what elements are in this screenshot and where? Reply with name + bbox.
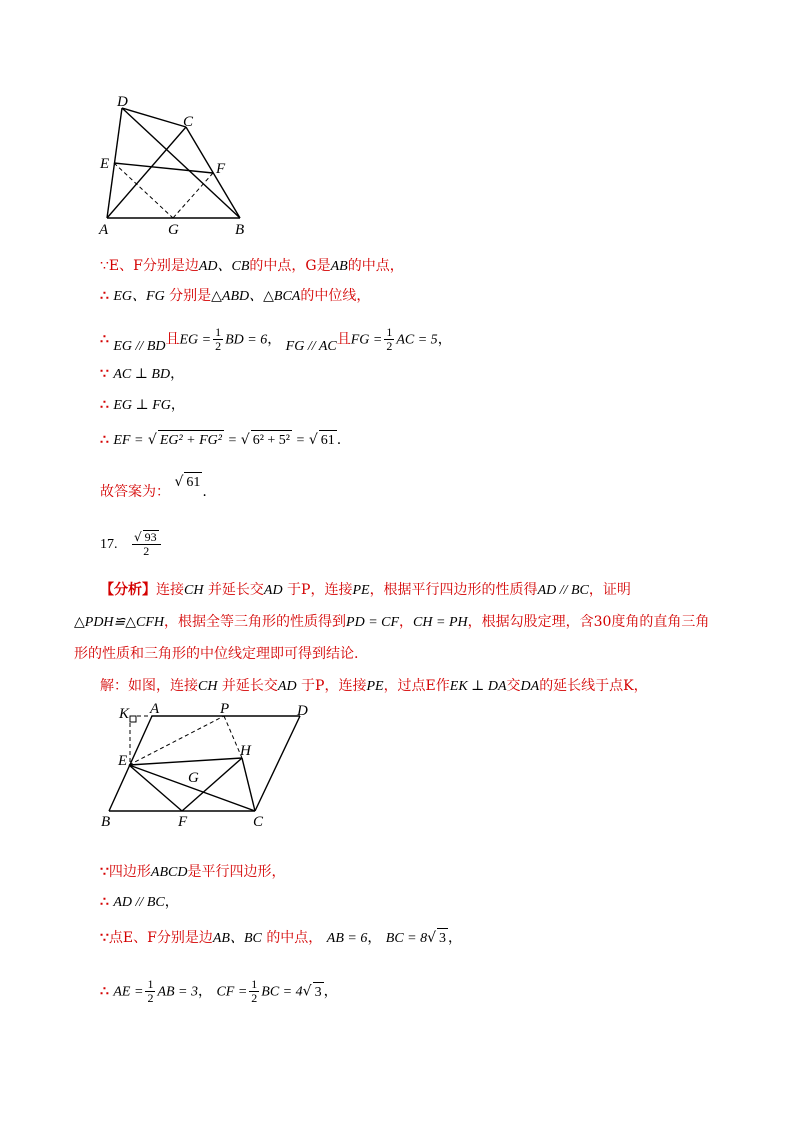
analysis-tag: 【分析】 xyxy=(100,582,156,598)
label-k: K xyxy=(119,706,130,722)
label-h: H xyxy=(240,743,251,759)
fraction-half: $\frac{1}{2}$ xyxy=(147,977,154,1005)
because-symbol: ∵ xyxy=(100,366,109,382)
fraction-half: $\frac{1}{2}$ xyxy=(251,977,258,1005)
right-angle-mark xyxy=(130,716,136,722)
label-p: P xyxy=(220,701,230,717)
label-e: E xyxy=(100,156,110,172)
line-7: 故答案为： √ 61. xyxy=(100,474,207,500)
analysis-line-1: 【分析】连接CH 并延长交AD 于P，连接PE，根据平行四边形的性质得AD // BC，证明 xyxy=(100,582,631,598)
label-c: C xyxy=(183,114,194,130)
sqrt-symbol: √ xyxy=(427,930,437,946)
segment-ef xyxy=(129,765,182,811)
segment-eg xyxy=(114,163,173,218)
label-g: G xyxy=(188,770,199,786)
sqrt-symbol: √ xyxy=(308,432,318,448)
segment-fg xyxy=(173,173,213,218)
segment-ef xyxy=(114,163,213,173)
segment-ac xyxy=(107,127,186,218)
label-d: D xyxy=(117,94,128,110)
segment-ch xyxy=(242,758,255,811)
because-symbol: ∵ xyxy=(100,930,109,946)
therefore-symbol: ∴ xyxy=(100,894,109,910)
segment-eh xyxy=(129,758,242,765)
line-1: ∵E、F分别是边AD、CB的中点，G是AB的中点， xyxy=(100,258,404,274)
analysis-line-3: 形的性质和三角形的中位线定理即可得到结论. xyxy=(74,646,359,662)
fraction-half: $\frac{1}{2}$ xyxy=(215,325,222,353)
line-13: ∵四边形ABCD是平行四边形， xyxy=(100,864,286,880)
line-6: ∴ EF = √ EG² + FG² = √ 6² + 5² = √ 61 . xyxy=(100,430,341,451)
sqrt-symbol: √ xyxy=(240,432,250,448)
figure-quadrilateral xyxy=(95,90,265,240)
sqrt-symbol: √ xyxy=(147,432,157,448)
therefore-symbol: ∴ xyxy=(100,432,109,448)
therefore-symbol: ∴ xyxy=(100,397,109,413)
label-a: A xyxy=(99,222,109,238)
because-symbol: ∵ xyxy=(100,864,109,880)
line-4: ∵ AC ⊥ BD， xyxy=(100,366,185,382)
label-f: F xyxy=(178,814,188,830)
line-5: ∴ EG ⊥ FG， xyxy=(100,397,185,413)
sqrt-symbol: √ xyxy=(302,983,312,1000)
solution-intro: 解：如图，连接CH 并延长交AD 于P，连接PE，过点E作EK ⊥ DA交DA的延长线于点K， xyxy=(100,678,648,694)
label-d: D xyxy=(297,703,308,719)
therefore-symbol: ∴ xyxy=(100,331,109,348)
label-f: F xyxy=(216,161,226,177)
therefore-symbol: ∴ xyxy=(100,288,109,304)
label-c: C xyxy=(253,814,264,830)
label-a: A xyxy=(150,701,160,717)
fraction-sqrt93-over-2: $\frac{√ 93}{2}$ xyxy=(132,530,161,558)
therefore-symbol: ∴ xyxy=(100,983,109,1000)
label-b: B xyxy=(235,222,245,238)
segment-dc xyxy=(255,716,300,811)
sqrt-symbol: √ xyxy=(174,474,184,490)
label-e: E xyxy=(118,753,128,769)
line-3: ∴ EG // BD且EG = $\frac{1}{2}$ BD = 6， FG // AC且FG = $\frac{1}{2}$ AC = 5， xyxy=(100,325,452,354)
segment-ep xyxy=(129,716,224,765)
because-symbol: ∵ xyxy=(100,258,109,274)
line-15: ∵点E、F分别是边AB、BC 的中点， AB = 6， BC = 8√ 3 ， xyxy=(100,928,462,949)
fraction-half: $\frac{1}{2}$ xyxy=(386,325,393,353)
label-g: G xyxy=(168,222,179,238)
label-b: B xyxy=(101,814,111,830)
line-14: ∴ AD // BC， xyxy=(100,894,179,910)
line-16: ∴ AE = $\frac{1}{2}$ AB = 3， CF = $\frac{1}{2}$ BC = 4√ 3 ， xyxy=(100,977,338,1005)
analysis-line-2: △PDH≌△CFH，根据全等三角形的性质得到PD = CF，CH = PH，根据勾股定理，含30度角的直角三角 xyxy=(74,614,710,630)
line-2: ∴ EG、FG 分别是△ABD、△BCA的中位线， xyxy=(100,288,371,304)
figure-parallelogram xyxy=(95,698,325,833)
answer-17: 17. $\frac{√ 93}{2}$ xyxy=(100,530,163,558)
